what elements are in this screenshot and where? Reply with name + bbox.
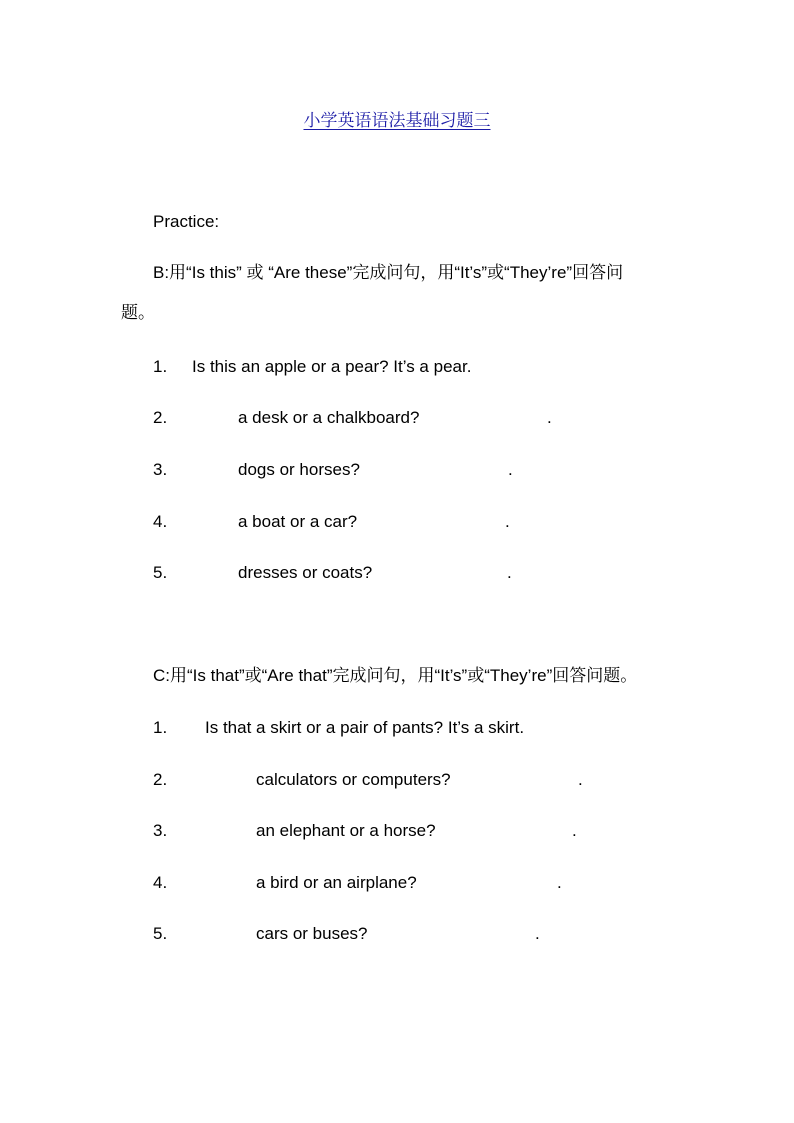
- answer-blank-end: .: [578, 770, 583, 789]
- answer-blank-end: .: [507, 563, 512, 582]
- item-question: a bird or an airplane?: [256, 873, 417, 892]
- item-question: an elephant or a horse?: [256, 821, 436, 840]
- item-question: dresses or coats?: [238, 563, 373, 582]
- answer-blank-end: .: [547, 408, 552, 427]
- item-number: 5.: [153, 924, 168, 943]
- item-number: 2.: [153, 408, 168, 427]
- item-question: Is this an apple or a pear? It’s a pear.: [192, 357, 472, 376]
- item-question: a desk or a chalkboard?: [238, 408, 420, 427]
- answer-blank-end: .: [557, 873, 562, 892]
- practice-label: Practice:: [153, 212, 220, 231]
- answer-blank-end: .: [535, 924, 540, 943]
- item-number: 2.: [153, 770, 168, 789]
- page-title: 小学英语语法基础习题三: [303, 111, 491, 131]
- item-number: 3.: [153, 821, 168, 840]
- answer-blank-end: .: [572, 821, 577, 840]
- item-number: 5.: [153, 563, 168, 582]
- section-b-instruction: B:用“Is this” 或 “Are these”完成问句，用“It’s”或“They’re”回答问: [153, 263, 624, 282]
- item-number: 4.: [153, 873, 168, 892]
- item-number: 3.: [153, 460, 168, 479]
- item-question: cars or buses?: [256, 924, 368, 943]
- item-number: 1.: [153, 357, 168, 376]
- item-question: calculators or computers?: [256, 770, 451, 789]
- answer-blank-end: .: [505, 512, 510, 531]
- item-number: 4.: [153, 512, 168, 531]
- section-b-instruction-cont: 题。: [121, 303, 155, 322]
- item-question: a boat or a car?: [238, 512, 358, 531]
- item-question: dogs or horses?: [238, 460, 360, 479]
- item-question: Is that a skirt or a pair of pants? It’s a skirt.: [205, 718, 525, 737]
- answer-blank-end: .: [508, 460, 513, 479]
- section-c-instruction: C:用“Is that”或“Are that”完成问句，用“It’s”或“They’re”回答问题。: [153, 666, 638, 685]
- item-number: 1.: [153, 718, 168, 737]
